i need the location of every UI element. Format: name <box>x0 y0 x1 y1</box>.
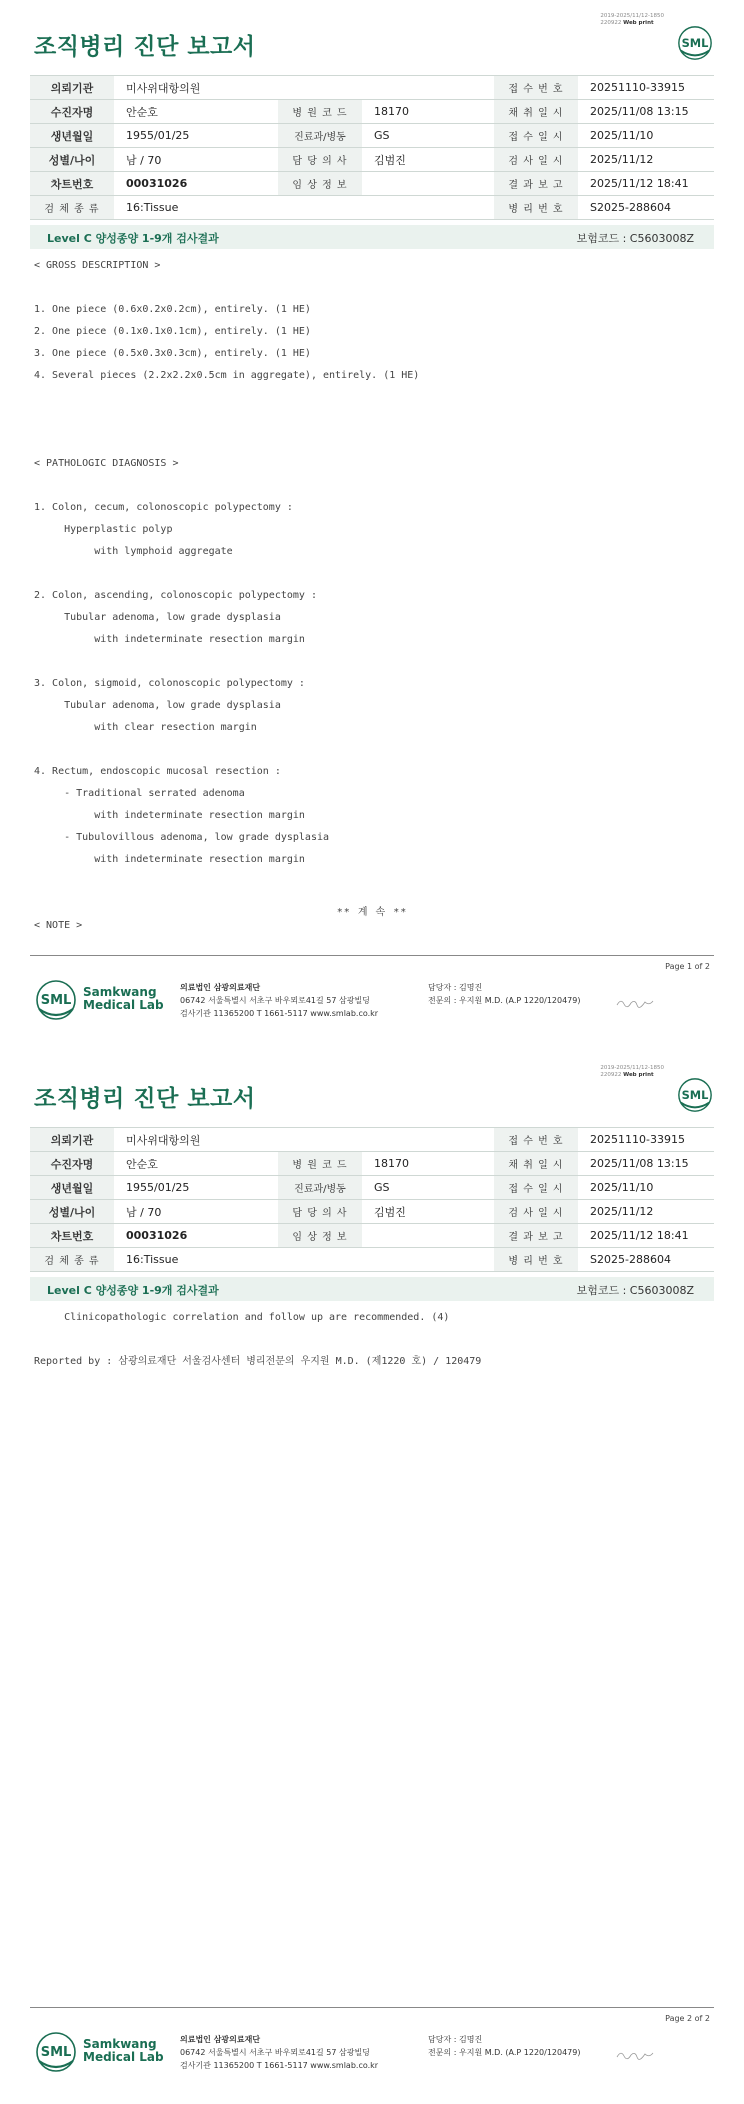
report-line: 3. Colon, sigmoid, colonoscopic polypectomy : <box>34 678 305 689</box>
report-line: Tubular adenoma, low grade dysplasia <box>34 612 281 623</box>
pathology-no-label: 병 리 번 호 <box>494 1248 578 1272</box>
patient-name-label: 수진자명 <box>30 1152 114 1176</box>
footer-address: 의료법인 삼광의료재단 06742 서울특별시 서초구 바우뫼로41길 57 삼광빌딩 검사기관 11365200 T 1661-5117 www.smlab.co.kr <box>180 983 379 1018</box>
report-line: with clear resection margin <box>34 722 257 733</box>
receipt-no-label: 접 수 번 호 <box>494 76 578 100</box>
patient-name-value: 안순호 <box>114 1152 278 1176</box>
report-body <box>34 1307 714 1373</box>
info-row <box>30 1200 714 1224</box>
receipt-date-value: 2025/11/10 <box>578 124 714 148</box>
collection-date-value: 2025/11/08 13:15 <box>578 100 714 124</box>
svg-text:SML: SML <box>681 1087 709 1102</box>
chart-no-label: 차트번호 <box>30 1224 114 1248</box>
birth-date-label: 생년월일 <box>30 1176 114 1200</box>
report-line: Tubular adenoma, low grade dysplasia <box>34 700 281 711</box>
page-number: Page 2 of 2 <box>665 2014 710 2023</box>
page-footer <box>30 2007 714 2104</box>
patient-name-value: 안순호 <box>114 100 278 124</box>
footer-address: 의료법인 삼광의료재단 06742 서울특별시 서초구 바우뫼로41길 57 삼광빌딩 검사기관 11365200 T 1661-5117 www.smlab.co.kr <box>180 2035 379 2070</box>
hospital-code-value: 18170 <box>362 1152 494 1176</box>
report-page-2 <box>0 1052 744 2104</box>
info-row <box>30 124 714 148</box>
svg-text:SML: SML <box>681 35 709 50</box>
report-line <box>34 1329 714 1351</box>
doctor-label: 담 당 의 사 <box>278 148 362 172</box>
signature-icon <box>615 2048 655 2062</box>
sex-age-label: 성별/나이 <box>30 1200 114 1224</box>
hospital-code-value: 18170 <box>362 100 494 124</box>
birth-date-label: 생년월일 <box>30 124 114 148</box>
report-line: < PATHOLOGIC DIAGNOSIS > <box>34 458 179 469</box>
specimen-type-label: 검 체 종 류 <box>30 1248 114 1272</box>
page-number: Page 1 of 2 <box>665 962 710 971</box>
info-row <box>30 76 714 100</box>
institution-value: 미사위대항의원 <box>114 76 494 100</box>
report-line: 2. Colon, ascending, colonoscopic polypectomy : <box>34 590 317 601</box>
sex-age-value: 남 / 70 <box>114 1200 278 1224</box>
specimen-type-value: 16:Tissue <box>114 1248 494 1272</box>
report-line: with indeterminate resection margin <box>34 854 305 865</box>
dept-ward-label: 진료과/병동 <box>278 1176 362 1200</box>
report-line: Hyperplastic polyp <box>34 524 173 535</box>
result-report-value: 2025/11/12 18:41 <box>578 1224 714 1248</box>
section-bar <box>30 1277 714 1301</box>
dept-ward-value: GS <box>362 1176 494 1200</box>
test-date-value: 2025/11/12 <box>578 1200 714 1224</box>
report-line <box>34 651 714 673</box>
report-line <box>34 475 714 497</box>
info-row <box>30 196 714 220</box>
collection-date-label: 채 취 일 시 <box>494 100 578 124</box>
svg-text:SML: SML <box>40 993 72 1008</box>
receipt-date-label: 접 수 일 시 <box>494 124 578 148</box>
report-title: 조직병리 진단 보고서 <box>34 1086 256 1112</box>
info-row <box>30 172 714 196</box>
doctor-label: 담 당 의 사 <box>278 1200 362 1224</box>
doc-code: 2019-2025/11/12-1850 220922 Web print <box>600 13 664 26</box>
receipt-date-label: 접 수 일 시 <box>494 1176 578 1200</box>
specimen-type-value: 16:Tissue <box>114 196 494 220</box>
pathology-no-label: 병 리 번 호 <box>494 196 578 220</box>
info-row <box>30 1248 714 1272</box>
report-line <box>34 739 714 761</box>
report-line: with lymphoid aggregate <box>34 546 233 557</box>
birth-date-value: 1955/01/25 <box>114 1176 278 1200</box>
doctor-value: 김범진 <box>362 148 494 172</box>
continue-mark: ** 계 속 ** <box>336 907 408 918</box>
info-row <box>30 1152 714 1176</box>
report-line: Reported by : 삼광의료재단 서울검사센터 병리전문의 우지원 M.D. (제1220 호) / 120479 <box>34 1356 482 1367</box>
clinical-info-value <box>362 1224 494 1248</box>
sml-logo-icon <box>34 978 78 1022</box>
page-footer <box>30 955 714 1052</box>
institution-value: 미사위대항의원 <box>114 1128 494 1152</box>
report-line <box>34 871 714 893</box>
report-title: 조직병리 진단 보고서 <box>34 34 256 60</box>
footer-contact: 담당자 : 김명진 전문의 : 우지원 M.D. (A.P 1220/120479) <box>428 983 581 1005</box>
result-report-label: 결 과 보 고 <box>494 172 578 196</box>
footer-brand: Samkwang Medical Lab <box>83 2037 164 2064</box>
doctor-value: 김범진 <box>362 1200 494 1224</box>
collection-date-label: 채 취 일 시 <box>494 1152 578 1176</box>
receipt-no-value: 20251110-33915 <box>578 76 714 100</box>
report-line: Clinicopathologic correlation and follow up are recommended. (4) <box>34 1312 450 1323</box>
receipt-no-value: 20251110-33915 <box>578 1128 714 1152</box>
footer-contact: 담당자 : 김명진 전문의 : 우지원 M.D. (A.P 1220/120479) <box>428 2035 581 2057</box>
patient-info-table <box>30 75 714 220</box>
report-line <box>34 409 714 431</box>
info-row <box>30 100 714 124</box>
report-line: with indeterminate resection margin <box>34 810 305 821</box>
test-date-label: 검 사 일 시 <box>494 1200 578 1224</box>
page-header <box>30 1052 714 1127</box>
report-line <box>34 387 714 409</box>
svg-text:SML: SML <box>40 2045 72 2060</box>
info-row <box>30 148 714 172</box>
report-line: 3. One piece (0.5x0.3x0.3cm), entirely. (1 HE) <box>34 348 311 359</box>
info-row <box>30 1128 714 1152</box>
signature-icon <box>615 996 655 1010</box>
report-line: 2. One piece (0.1x0.1x0.1cm), entirely. (1 HE) <box>34 326 311 337</box>
report-body <box>34 255 714 937</box>
clinical-info-label: 임 상 정 보 <box>278 172 362 196</box>
test-date-value: 2025/11/12 <box>578 148 714 172</box>
pathology-no-value: S2025-288604 <box>578 1248 714 1272</box>
report-line: 4. Several pieces (2.2x2.2x0.5cm in aggregate), entirely. (1 HE) <box>34 370 420 381</box>
dept-ward-label: 진료과/병동 <box>278 124 362 148</box>
report-line <box>34 563 714 585</box>
report-line: with indeterminate resection margin <box>34 634 305 645</box>
birth-date-value: 1955/01/25 <box>114 124 278 148</box>
institution-label: 의뢰기관 <box>30 76 114 100</box>
patient-info-table <box>30 1127 714 1272</box>
report-line: < GROSS DESCRIPTION > <box>34 260 161 271</box>
institution-label: 의뢰기관 <box>30 1128 114 1152</box>
sml-logo-icon <box>34 2030 78 2074</box>
footer-brand: Samkwang Medical Lab <box>83 985 164 1012</box>
sex-age-value: 남 / 70 <box>114 148 278 172</box>
hospital-code-label: 병 원 코 드 <box>278 100 362 124</box>
insurance-code: 보험코드 : C5603008Z <box>576 1284 694 1297</box>
result-report-value: 2025/11/12 18:41 <box>578 172 714 196</box>
collection-date-value: 2025/11/08 13:15 <box>578 1152 714 1176</box>
dept-ward-value: GS <box>362 124 494 148</box>
section-bar <box>30 225 714 249</box>
pathology-no-value: S2025-288604 <box>578 196 714 220</box>
chart-no-value: 00031026 <box>114 1224 278 1248</box>
info-row <box>30 1176 714 1200</box>
test-date-label: 검 사 일 시 <box>494 148 578 172</box>
insurance-code: 보험코드 : C5603008Z <box>576 232 694 245</box>
specimen-type-label: 검 체 종 류 <box>30 196 114 220</box>
report-line: - Tubulovillous adenoma, low grade dysplasia <box>34 832 330 843</box>
sml-logo-icon <box>676 24 714 62</box>
doc-code: 2019-2025/11/12-1850 220922 Web print <box>600 1065 664 1078</box>
report-line <box>34 431 714 453</box>
clinical-info-label: 임 상 정 보 <box>278 1224 362 1248</box>
sml-logo-icon <box>676 1076 714 1114</box>
patient-name-label: 수진자명 <box>30 100 114 124</box>
receipt-no-label: 접 수 번 호 <box>494 1128 578 1152</box>
report-line: < NOTE > <box>34 920 83 931</box>
section-title: Level C 양성종양 1-9개 검사결과 <box>47 1284 219 1297</box>
report-line: 1. Colon, cecum, colonoscopic polypectomy : <box>34 502 293 513</box>
info-row <box>30 1224 714 1248</box>
result-report-label: 결 과 보 고 <box>494 1224 578 1248</box>
chart-no-label: 차트번호 <box>30 172 114 196</box>
sex-age-label: 성별/나이 <box>30 148 114 172</box>
hospital-code-label: 병 원 코 드 <box>278 1152 362 1176</box>
page-header <box>30 0 714 75</box>
report-line: - Traditional serrated adenoma <box>34 788 245 799</box>
clinical-info-value <box>362 172 494 196</box>
report-line: 4. Rectum, endoscopic mucosal resection : <box>34 766 281 777</box>
receipt-date-value: 2025/11/10 <box>578 1176 714 1200</box>
chart-no-value: 00031026 <box>114 172 278 196</box>
report-line <box>34 277 714 299</box>
section-title: Level C 양성종양 1-9개 검사결과 <box>47 232 219 245</box>
report-line: 1. One piece (0.6x0.2x0.2cm), entirely. (1 HE) <box>34 304 311 315</box>
